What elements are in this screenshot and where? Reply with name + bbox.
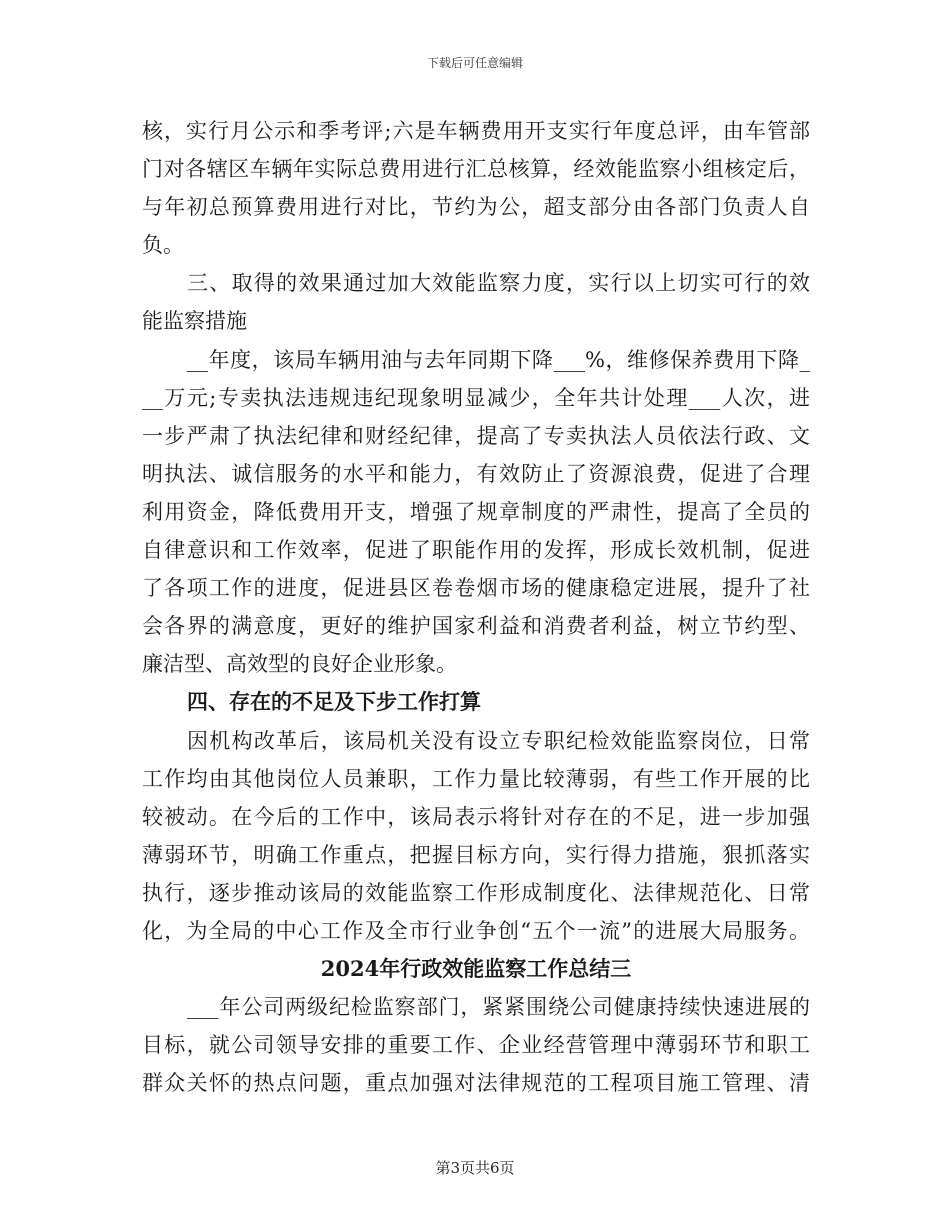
text-line: 工作均由其他岗位人员兼职，工作力量比较薄弱，有些工作开展的比	[142, 766, 810, 791]
text-line: 薄弱环节，明确工作重点，把握目标方向，实行得力措施，狠抓落实	[142, 842, 810, 867]
text-line: 核，实行月公示和季考评;六是车辆费用开支实行年度总评，由车管部	[142, 119, 810, 143]
text-line: 因机构改革后，该局机关没有设立专职纪检效能监察岗位，日常	[187, 728, 810, 753]
text-line: 群众关怀的热点问题，重点加强对法律规范的工程项目施工管理、清	[142, 1071, 810, 1096]
text-line: 会各界的满意度，更好的维护国家利益和消费者利益，树立节约型、	[142, 614, 810, 639]
text-line: 明执法、诚信服务的水平和能力，有效防止了资源浪费，促进了合理	[142, 461, 810, 486]
text-line: 廉洁型、高效型的良好企业形象。	[142, 652, 457, 677]
text-line: 一步严肃了执法纪律和财经纪律，提高了专卖执法人员依法行政、文	[142, 423, 810, 448]
section-title: 2024年行政效能监察工作总结三	[320, 956, 632, 982]
text-line: 能监察措施	[142, 309, 247, 334]
text-line: 利用资金，降低费用开支，增强了规章制度的严肃性，提高了全员的	[142, 499, 810, 524]
text-line: ___年公司两级纪检监察部门，紧紧围绕公司健康持续快速进展的	[187, 995, 810, 1020]
text-line: 执行，逐步推动该局的效能监察工作形成制度化、法律规范化、日常	[142, 880, 810, 905]
page-footer: 第3页共6页	[435, 1159, 515, 1177]
text-line: 较被动。在今后的工作中，该局表示将针对存在的不足，进一步加强	[142, 804, 810, 829]
section-heading: 四、存在的不足及下步工作打算	[187, 689, 481, 715]
page-header: 下载后可任意编辑	[426, 56, 523, 70]
text-line: 三、取得的效果通过加大效能监察力度，实行以上切实可行的效	[187, 271, 810, 296]
text-line: 与年初总预算费用进行对比，节约为公，超支部分由各部门负责人自	[142, 195, 810, 220]
text-line: 自律意识和工作效率，促进了职能作用的发挥，形成长效机制，促进	[142, 538, 810, 563]
text-line: 化，为全局的中心工作及全市行业争创“五个一流”的进展大局服务。	[142, 918, 810, 943]
text-line: 目标，就公司领导安排的重要工作、企业经营管理中薄弱环节和职工	[142, 1033, 810, 1058]
text-line: __年度，该局车辆用油与去年同期下降___%，维修保养费用下降_	[187, 347, 810, 372]
text-line: 门对各辖区车辆年实际总费用进行汇总核算，经效能监察小组核定后，	[142, 157, 810, 182]
document-body	[142, 112, 810, 1102]
text-line: 负。	[142, 233, 184, 258]
text-line: __万元;专卖执法违规违纪现象明显减少，全年共计处理___人次，进	[142, 385, 810, 410]
text-line: 了各项工作的进度，促进县区卷卷烟市场的健康稳定进展，提升了社	[142, 576, 810, 601]
